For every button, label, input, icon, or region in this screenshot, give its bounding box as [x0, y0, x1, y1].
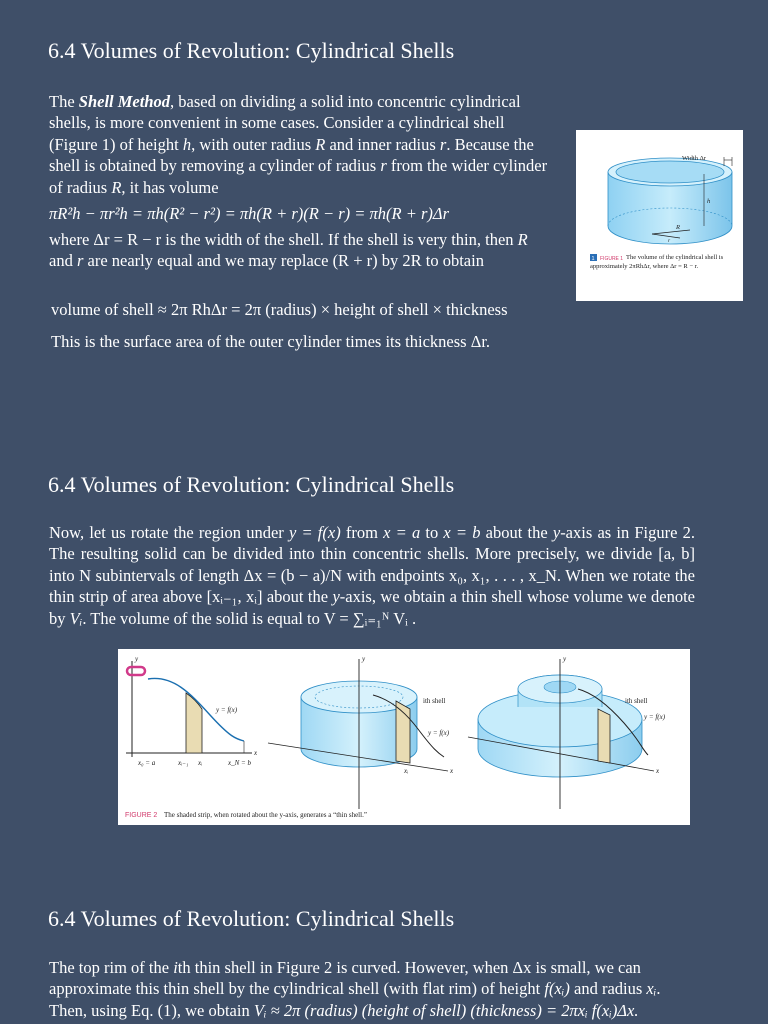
- text-run: , it has volume: [121, 177, 219, 197]
- shaded-strip: [186, 693, 202, 753]
- caption-figure-label: FIGURE 2: [125, 812, 158, 819]
- math-xb: x = b: [443, 523, 481, 542]
- math-fx: y = f(x): [288, 523, 341, 542]
- math-xi: xᵢ: [646, 979, 657, 999]
- r-label: r: [668, 238, 671, 244]
- math-y: y: [332, 587, 340, 607]
- text-run: are nearly equal and we may replace (R + r) by 2R to obtain: [83, 251, 484, 271]
- text-run: to: [420, 523, 444, 542]
- x0-label: x₀ = a: [138, 759, 156, 767]
- svg-text:x: x: [656, 767, 660, 775]
- text-run: -axis as in Figure 2. The resulting solid can be divided into thin concentric shells. More precisely, we divide [a, b] into N subintervals of length Δx = (b − a)/N with endpoints x₀, x₁, . . . , x_N. When we rotate the thin strip of area above [xᵢ₋₁, xᵢ] about the: [49, 523, 696, 607]
- svg-text:1: 1: [591, 256, 595, 262]
- svg-text:x: x: [450, 767, 454, 775]
- width-label: Width Δr: [682, 155, 706, 162]
- text-run: and radius: [569, 979, 647, 999]
- math-y: y: [552, 523, 561, 542]
- figure-2: [118, 649, 690, 825]
- graph-panel: [126, 655, 258, 767]
- text-run: , with outer radius: [191, 134, 316, 154]
- text-run: The: [49, 92, 79, 111]
- shell-strip: [396, 701, 410, 763]
- text-run: about the: [480, 523, 553, 542]
- slide-title: 6.4 Volumes of Revolution: Cylindrical Shells: [48, 38, 455, 63]
- figure-1-caption: The volume of the cylindrical shell is approximately 2πRhΔr, where Δr = R − r.: [590, 254, 724, 270]
- fx-label: y = f(x): [216, 706, 238, 714]
- ith-shell-label: ith shell: [625, 697, 648, 705]
- text-run: and: [49, 251, 77, 271]
- where-paragraph: where Δr = R − r is the width of the shell. If the shell is very thin, then R and r are nearly equal and we may replace (R + r) by 2R to obtain: [49, 230, 528, 271]
- fx-label: y = f(x): [428, 729, 450, 737]
- svg-text:y: y: [362, 655, 366, 663]
- single-shell-panel: [268, 655, 454, 809]
- xN-label: x_N = b: [228, 759, 251, 767]
- math-Vi-approx: Vᵢ ≈ 2π (radius) (height of shell) (thickness) = 2πxᵢ f(xᵢ)Δx.: [253, 1000, 639, 1020]
- approximation-paragraph: [49, 957, 689, 1021]
- svg-text:y: y: [135, 655, 139, 663]
- text-run: from the wider cylinder of radius: [49, 156, 548, 197]
- math-fxi: f(xᵢ): [544, 979, 570, 999]
- text-run: Now, let us rotate the region under: [49, 523, 289, 542]
- rotation-illustration: [118, 649, 690, 825]
- math-xa: x = a: [383, 523, 421, 542]
- text-run: The top rim of the: [49, 958, 174, 977]
- slide-title: 6.4 Volumes of Revolution: Cylindrical Shells: [48, 906, 455, 931]
- text-run: . The volume of the solid is equal to V = ∑ᵢ₌₁ᴺ Vᵢ .: [82, 608, 417, 628]
- inner-rim: [616, 161, 724, 183]
- text-run: , based on dividing a solid into concentric cylindrical shells, is more convenient in some cases. Consider a cylindrical shell (Figure 1) of height: [49, 92, 521, 154]
- rotation-paragraph: [49, 522, 695, 629]
- text-run: . Then, using Eq. (1), we obtain: [49, 979, 661, 1020]
- math-Vi: Vᵢ: [69, 608, 83, 628]
- intro-paragraph: The Shell Method, based on dividing a solid into concentric cylindrical shells, is more convenient in some cases. Consider a cylindrical shell (Figure 1) of height h, with outer radius R and inner radius r. Because the shell is obtained by removing a cylinder of radius r from the wider cylinder of radius R, it has volume: [49, 92, 548, 197]
- highlight-marker: [127, 667, 145, 675]
- svg-text:x: x: [254, 749, 258, 757]
- fx-label: y = f(x): [644, 713, 666, 721]
- text-run: from: [340, 523, 384, 542]
- caption-figure-label: FIGURE 1: [600, 256, 624, 262]
- shell-method-term: Shell Method: [78, 92, 171, 111]
- figure-2-caption: The shaded strip, when rotated about the y-axis, generates a “thin shell.”: [164, 811, 367, 819]
- R-label: R: [676, 224, 680, 231]
- xi-label: xᵢ: [404, 767, 409, 775]
- equation-shell-volume: volume of shell ≈ 2π RhΔr = 2π (radius) × height of shell × thickness: [51, 300, 508, 319]
- text-run: and inner radius: [325, 134, 440, 154]
- solid-panel: [468, 655, 666, 809]
- xi1-label: xᵢ₋₁: [178, 759, 189, 767]
- text-run: where Δr = R − r is the width of the shell. If the shell is very thin, then: [49, 230, 518, 249]
- svg-text:y: y: [563, 655, 567, 663]
- text-run: th thin shell in Figure 2 is curved. However, when Δx is small, we can approximate this thin shell by the cylindrical shell (with flat rim) of height: [49, 958, 641, 999]
- math-i: i: [173, 958, 178, 977]
- conclusion-text: This is the surface area of the outer cylinder times its thickness Δr.: [51, 332, 491, 351]
- ith-shell-label: ith shell: [423, 697, 446, 705]
- slide-title: 6.4 Volumes of Revolution: Cylindrical Shells: [48, 472, 455, 497]
- cylindrical-shell-illustration: [576, 130, 743, 301]
- xi-label: xᵢ: [198, 759, 203, 767]
- figure-1: [576, 130, 743, 301]
- equation-volume: πR²h − πr²h = πh(R² − r²) = πh(R + r)(R − r) = πh(R + r)Δr: [49, 204, 450, 223]
- h-label: h: [707, 198, 711, 205]
- text-run: . Because the shell is obtained by removing a cylinder of radius: [49, 134, 534, 176]
- text-run: -axis, we obtain a thin shell whose volume we denote by: [49, 587, 695, 628]
